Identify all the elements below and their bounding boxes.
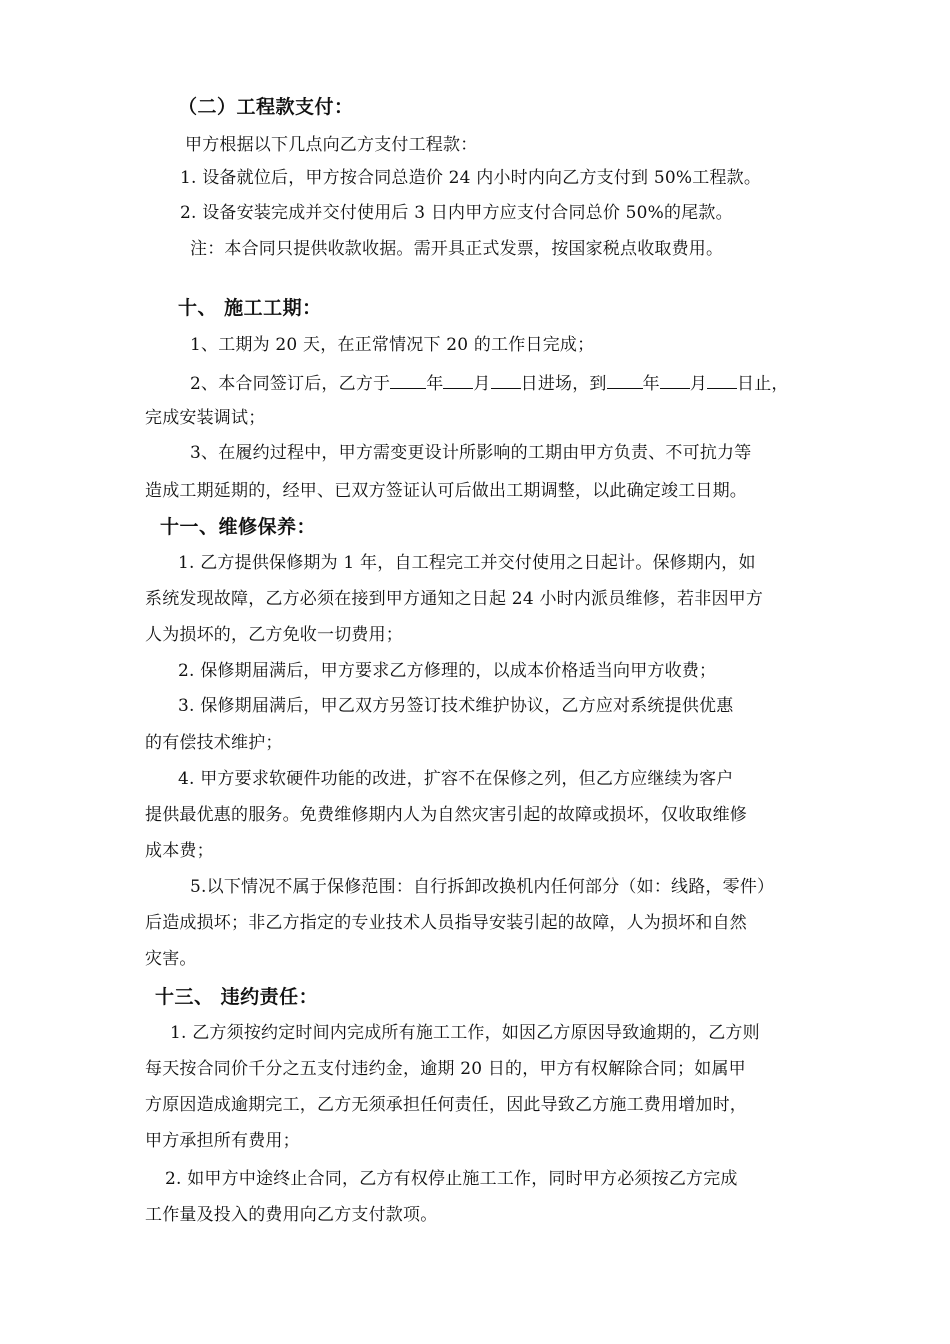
maintenance-item-3-line-2: 的有偿技术维护； [145, 733, 283, 753]
section-heading-schedule: 十、 施工工期： [178, 297, 322, 319]
maintenance-item-3-line-1: 3. 保修期届满后，甲乙双方另签订技术维护协议，乙方应对系统提供优惠 [178, 696, 734, 716]
maintenance-item-5-line-3: 灾害。 [145, 949, 197, 969]
schedule-item-2-text-e: 年 [642, 374, 660, 394]
schedule-item-2-text-f: 月 [689, 374, 708, 394]
blank-year-start [390, 370, 426, 389]
maintenance-item-1-line-3: 人为损坏的，乙方免收一切费用； [145, 625, 403, 645]
liability-item-1-line-1: 1. 乙方须按约定时间内完成所有施工工作，如因乙方原因导致逾期的，乙方则 [170, 1023, 760, 1043]
liability-item-2-line-2: 工作量及投入的费用向乙方支付款项。 [145, 1205, 438, 1225]
schedule-item-3-line-2: 造成工期延期的，经甲、已双方签证认可后做出工期调整，以此确定竣工日期。 [145, 481, 747, 501]
payment-item-1: 1. 设备就位后，甲方按合同总造价 24 内小时内向乙方支付到 50%工程款。 [180, 168, 762, 188]
schedule-item-1: 1、工期为 20 天，在正常情况下 20 的工作日完成； [190, 335, 595, 355]
maintenance-item-4-line-1: 4. 甲方要求软硬件功能的改进，扩容不在保修之列，但乙方应继续为客户 [178, 769, 734, 789]
section-heading-maintenance: 十一、维修保养： [160, 516, 317, 538]
liability-item-1-line-2: 每天按合同价千分之五支付违约金，逾期 20 日的，甲方有权解除合同；如属甲 [145, 1059, 746, 1079]
blank-month-start [443, 370, 473, 389]
schedule-item-2-text-b: 年 [426, 374, 444, 394]
maintenance-item-1-line-1: 1. 乙方提供保修期为 1 年，自工程完工并交付使用之日起计。保修期内，如 [178, 553, 756, 573]
schedule-item-2-text-c: 月 [473, 374, 491, 394]
schedule-item-2-continued: 完成安装调试； [145, 408, 266, 428]
blank-month-end [660, 370, 690, 389]
maintenance-item-4-line-2: 提供最优惠的服务。免费维修期内人为自然灾害引起的故障或损坏，仅收取维修 [145, 805, 747, 825]
maintenance-item-4-line-3: 成本费； [145, 841, 214, 861]
section-heading-payment: （二）工程款支付： [178, 96, 354, 118]
maintenance-item-5-line-2: 后造成损坏；非乙方指定的专业技术人员指导安装引起的故障，人为损坏和自然 [145, 913, 747, 933]
payment-intro: 甲方根据以下几点向乙方支付工程款： [185, 135, 478, 155]
payment-note: 注：本合同只提供收款收据。需开具正式发票，按国家税点收取费用。 [190, 239, 724, 259]
schedule-item-3-line-1: 3、在履约过程中，甲方需变更设计所影响的工期由甲方负责、不可抗力等 [190, 443, 752, 463]
blank-day-end [707, 370, 737, 389]
schedule-item-2 [190, 370, 789, 396]
liability-item-2-line-1: 2. 如甲方中途终止合同，乙方有权停止施工工作，同时甲方必须按乙方完成 [165, 1169, 738, 1189]
maintenance-item-1-line-2: 系统发现故障，乙方必须在接到甲方通知之日起 24 小时内派员维修，若非因甲方 [145, 589, 764, 609]
schedule-item-2-text-d: 日进场，到 [520, 374, 607, 394]
liability-item-1-line-4: 甲方承担所有费用； [145, 1131, 300, 1151]
payment-item-2: 2. 设备安装完成并交付使用后 3 日内甲方应支付合同总价 50%的尾款。 [180, 203, 733, 223]
blank-day-start [491, 370, 521, 389]
schedule-item-2-text-g: 日止， [737, 374, 789, 394]
blank-year-end [607, 370, 643, 389]
liability-item-1-line-3: 方原因造成逾期完工，乙方无须承担任何责任，因此导致乙方施工费用增加时， [145, 1095, 747, 1115]
section-heading-liability: 十三、 违约责任： [155, 986, 319, 1008]
maintenance-item-5-line-1: 5.以下情况不属于保修范围：自行拆卸改换机内任何部分（如：线路，零件） [190, 877, 775, 897]
maintenance-item-2: 2. 保修期届满后，甲方要求乙方修理的，以成本价格适当向甲方收费； [178, 661, 717, 681]
schedule-item-2-text-a: 2、本合同签订后，乙方于 [190, 374, 391, 394]
